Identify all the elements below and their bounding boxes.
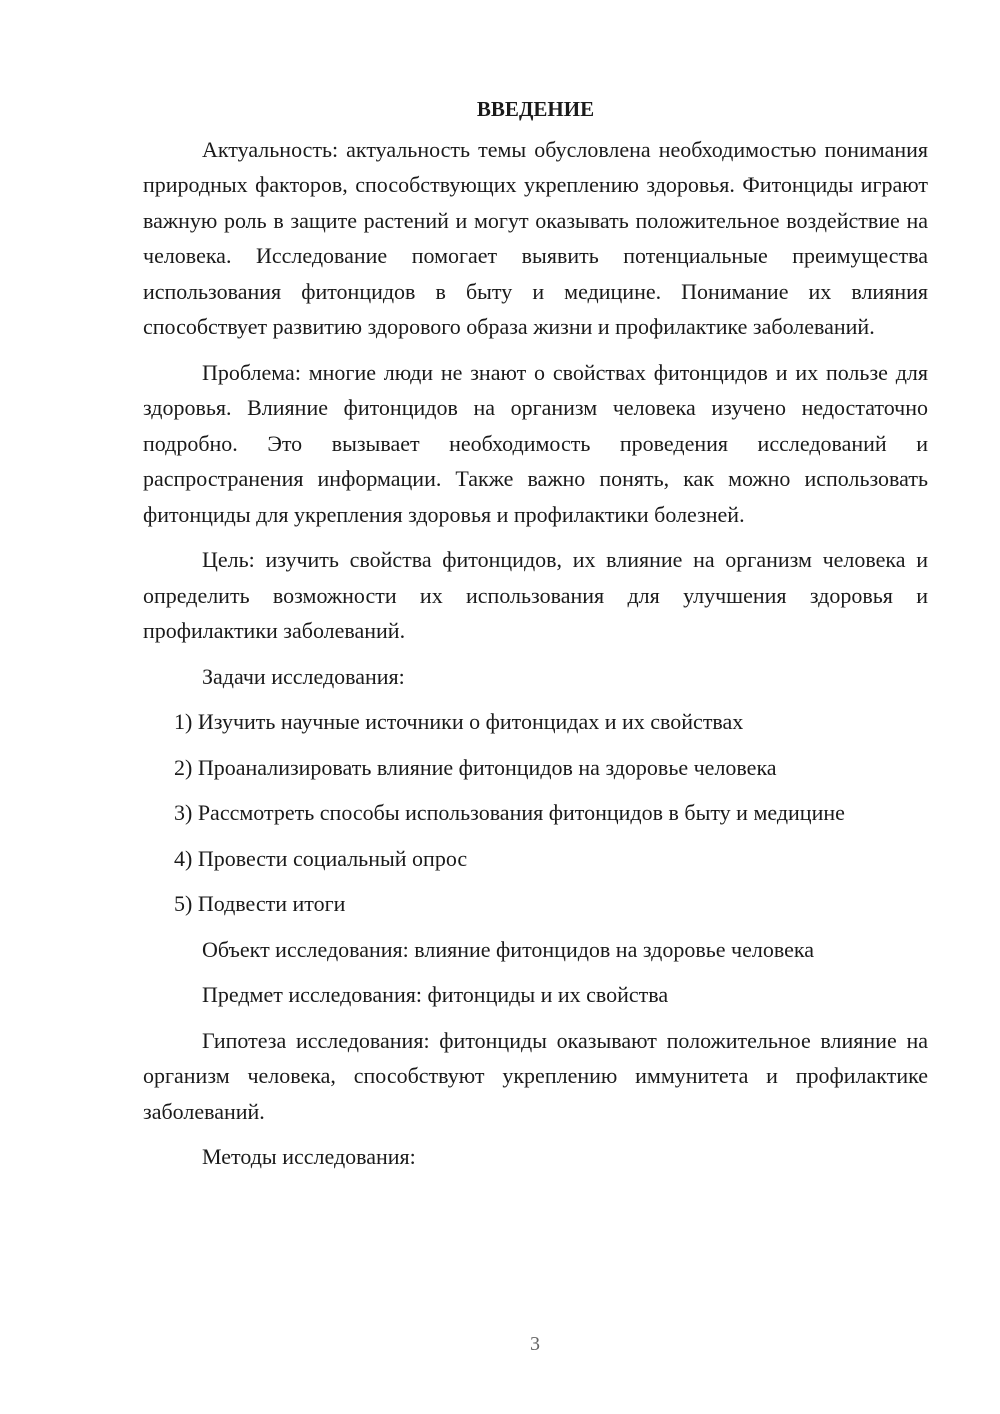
task-item-1: 1) Изучить научные источники о фитонцидах и их свойствах: [174, 709, 744, 734]
task-item-3: 3) Рассмотреть способы использования фитонцидов в быту и медицине: [174, 800, 845, 825]
page-number: 3: [530, 1333, 540, 1355]
task-item-4: 4) Провести социальный опрос: [174, 845, 468, 871]
relevance-paragraph: Актуальность: актуальность темы обусловлена необходимостью понимания природных факторов, способствующих укреплению здоровья. Фитонциды играют важную роль в защите растений и могут оказывать положительное воздействие на человека. Исследование помогает выявить потенциальные преимущества использования фитонцидов в быту и медицине. Понимание их влияния способствует развитию здорового образа жизни и профилактике заболеваний.: [143, 136, 928, 339]
document-page: [143, 92, 928, 1185]
subject-paragraph: Предмет исследования: фитонциды и их свойства: [202, 982, 669, 1007]
task-item-5: 5) Подвести итоги: [174, 891, 346, 916]
problem-paragraph: Проблема: многие люди не знают о свойствах фитонцидов и их пользе для здоровья. Влияние фитонцидов на организм человека изучено недостаточно подробно. Это вызывает необходимость проведения исследований и распространения информации. Также важно понять, как можно использовать фитонциды для укрепления здоровья и профилактики болезней.: [143, 359, 928, 527]
hypothesis-paragraph: Гипотеза исследования: фитонциды оказывают положительное влияние на организм человека, способствуют укреплению иммунитета и профилактике заболеваний.: [143, 1027, 928, 1124]
section-title: ВВЕДЕНИЕ: [476, 97, 595, 121]
methods-heading: Методы исследования:: [202, 1144, 416, 1169]
tasks-heading: Задачи исследования:: [202, 663, 405, 689]
goal-paragraph: Цель: изучить свойства фитонцидов, их влияние на организм человека и определить возможности их использования для улучшения здоровья и профилактики заболеваний.: [143, 547, 928, 643]
object-paragraph: Объект исследования: влияние фитонцидов на здоровье человека: [202, 936, 814, 962]
task-item-2: 2) Проанализировать влияние фитонцидов на здоровье человека: [174, 754, 777, 780]
